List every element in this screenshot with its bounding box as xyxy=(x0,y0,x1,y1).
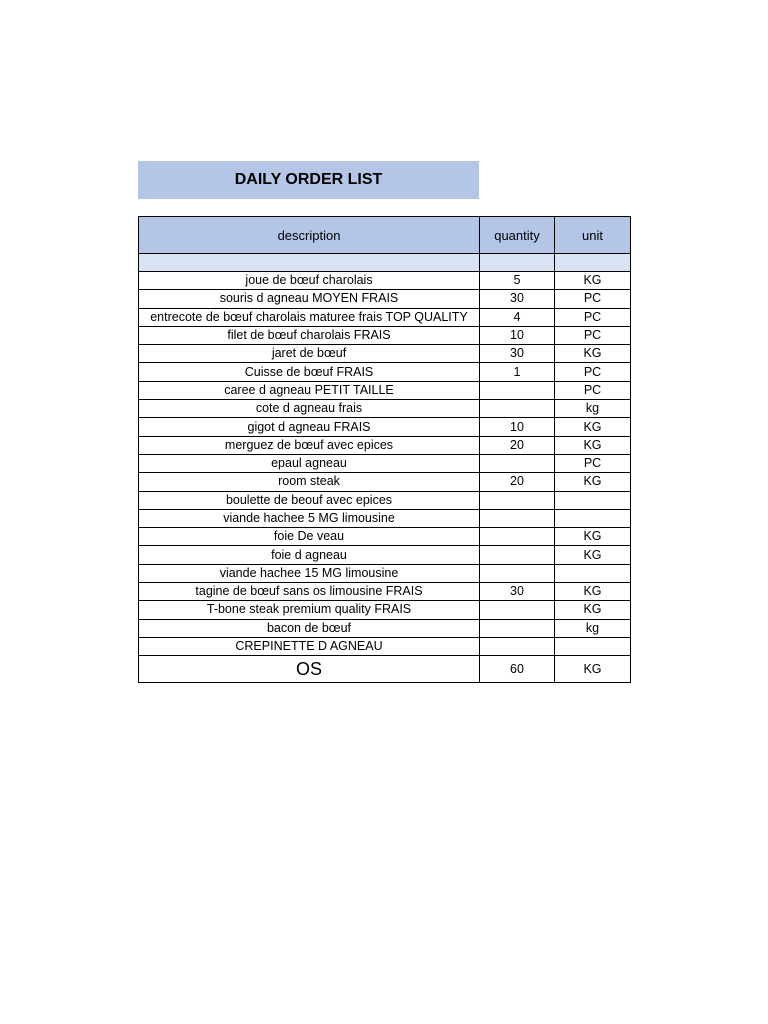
cell-quantity xyxy=(480,619,555,637)
cell-quantity xyxy=(480,528,555,546)
column-header-unit: unit xyxy=(555,217,631,254)
cell-description: souris d agneau MOYEN FRAIS xyxy=(139,290,480,308)
cell-unit: KG xyxy=(555,272,631,290)
table-header-row xyxy=(139,217,631,254)
table-row xyxy=(139,656,631,683)
table-row xyxy=(139,308,631,326)
cell-unit: KG xyxy=(555,345,631,363)
table-row xyxy=(139,363,631,381)
cell-quantity: 10 xyxy=(480,418,555,436)
table-row xyxy=(139,272,631,290)
cell-description: caree d agneau PETIT TAILLE xyxy=(139,381,480,399)
cell-description: CREPINETTE D AGNEAU xyxy=(139,637,480,655)
cell-description: foie d agneau xyxy=(139,546,480,564)
cell-quantity xyxy=(480,381,555,399)
cell-unit: kg xyxy=(555,619,631,637)
cell-unit: KG xyxy=(555,546,631,564)
table-row xyxy=(139,290,631,308)
cell-description: T-bone steak premium quality FRAIS xyxy=(139,601,480,619)
order-table xyxy=(138,216,631,683)
cell-unit xyxy=(555,491,631,509)
table-row xyxy=(139,400,631,418)
cell-unit: kg xyxy=(555,400,631,418)
cell-description: viande hachee 5 MG limousine xyxy=(139,509,480,527)
cell-quantity: 20 xyxy=(480,473,555,491)
cell-quantity: 30 xyxy=(480,345,555,363)
cell-unit: PC xyxy=(555,363,631,381)
cell-quantity: 5 xyxy=(480,272,555,290)
cell-description: gigot d agneau FRAIS xyxy=(139,418,480,436)
cell-description: boulette de beouf avec epices xyxy=(139,491,480,509)
cell-unit: KG xyxy=(555,583,631,601)
cell-description: OS xyxy=(139,656,480,683)
cell-unit: KG xyxy=(555,473,631,491)
table-row xyxy=(139,473,631,491)
table-row xyxy=(139,345,631,363)
cell-quantity xyxy=(480,601,555,619)
cell-unit: KG xyxy=(555,528,631,546)
cell-quantity: 10 xyxy=(480,326,555,344)
cell-description: tagine de bœuf sans os limousine FRAIS xyxy=(139,583,480,601)
cell-unit: PC xyxy=(555,290,631,308)
cell-quantity: 30 xyxy=(480,290,555,308)
cell-quantity: 60 xyxy=(480,656,555,683)
cell-quantity: 20 xyxy=(480,436,555,454)
table-row xyxy=(139,601,631,619)
spacer-cell xyxy=(480,254,555,272)
cell-unit: PC xyxy=(555,454,631,472)
cell-description: entrecote de bœuf charolais maturee frais TOP QUALITY xyxy=(139,308,480,326)
cell-description: bacon de bœuf xyxy=(139,619,480,637)
cell-unit: PC xyxy=(555,308,631,326)
column-header-quantity: quantity xyxy=(480,217,555,254)
cell-unit: PC xyxy=(555,326,631,344)
table-row xyxy=(139,528,631,546)
cell-description: merguez de bœuf avec epices xyxy=(139,436,480,454)
cell-unit xyxy=(555,509,631,527)
table-row xyxy=(139,491,631,509)
cell-description: filet de bœuf charolais FRAIS xyxy=(139,326,480,344)
cell-quantity xyxy=(480,491,555,509)
spacer-cell xyxy=(555,254,631,272)
table-row xyxy=(139,637,631,655)
table-row xyxy=(139,326,631,344)
cell-quantity xyxy=(480,400,555,418)
cell-unit xyxy=(555,637,631,655)
cell-description: epaul agneau xyxy=(139,454,480,472)
cell-unit: PC xyxy=(555,381,631,399)
cell-quantity xyxy=(480,546,555,564)
table-row xyxy=(139,509,631,527)
table-row xyxy=(139,619,631,637)
cell-quantity xyxy=(480,509,555,527)
column-header-description: description xyxy=(139,217,480,254)
cell-unit: KG xyxy=(555,436,631,454)
table-row xyxy=(139,381,631,399)
page-title: DAILY ORDER LIST xyxy=(138,161,479,199)
table-row xyxy=(139,418,631,436)
cell-description: jaret de bœuf xyxy=(139,345,480,363)
table-spacer-row xyxy=(139,254,631,272)
cell-quantity: 30 xyxy=(480,583,555,601)
cell-unit: KG xyxy=(555,601,631,619)
table-row xyxy=(139,564,631,582)
cell-description: viande hachee 15 MG limousine xyxy=(139,564,480,582)
cell-quantity: 1 xyxy=(480,363,555,381)
table-row xyxy=(139,436,631,454)
cell-description: joue de bœuf charolais xyxy=(139,272,480,290)
cell-unit xyxy=(555,564,631,582)
table-row xyxy=(139,546,631,564)
cell-quantity xyxy=(480,454,555,472)
cell-quantity: 4 xyxy=(480,308,555,326)
cell-unit: KG xyxy=(555,418,631,436)
spacer-cell xyxy=(139,254,480,272)
cell-quantity xyxy=(480,637,555,655)
cell-quantity xyxy=(480,564,555,582)
table-row xyxy=(139,583,631,601)
cell-description: room steak xyxy=(139,473,480,491)
cell-description: Cuisse de bœuf FRAIS xyxy=(139,363,480,381)
cell-description: cote d agneau frais xyxy=(139,400,480,418)
cell-unit: KG xyxy=(555,656,631,683)
cell-description: foie De veau xyxy=(139,528,480,546)
table-row xyxy=(139,454,631,472)
